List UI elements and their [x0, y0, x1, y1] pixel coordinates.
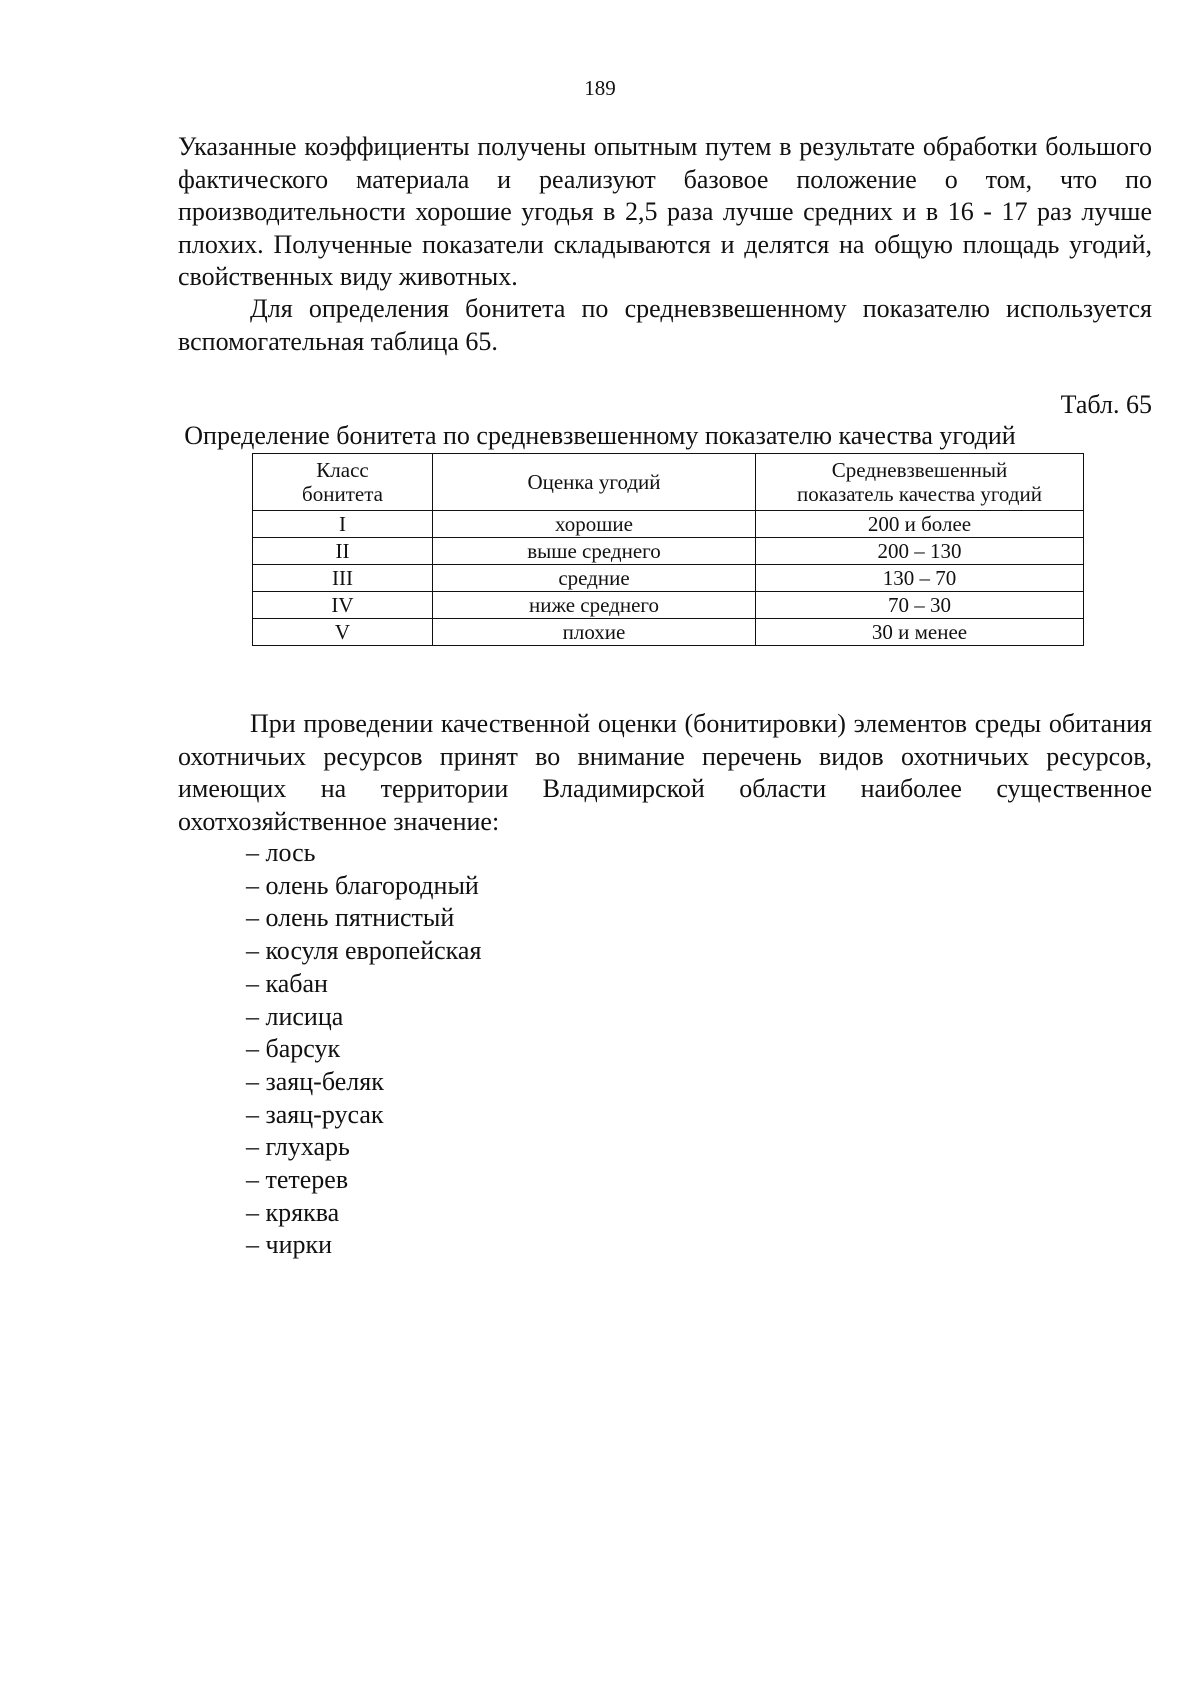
list-item: – кряква	[246, 1197, 340, 1227]
header-class	[253, 454, 433, 511]
species-list	[246, 837, 481, 1262]
list-item: – глухарь	[246, 1132, 350, 1162]
cell-rating: средние	[433, 565, 756, 592]
paragraph-species-intro: При проведении качественной оценки (бонитировки) элементов среды обитания охотничьих ресурсов принят во внимание перечень видов охотничьих ресурсов, имеющих на территории Владимирской области наиболее существенное охотхозяйственное значение:	[178, 709, 1152, 836]
table-row	[253, 511, 1084, 538]
cell-class: III	[253, 565, 433, 592]
cell-class: IV	[253, 592, 433, 619]
list-item: – олень пятнистый	[246, 903, 455, 933]
list-item: – лисица	[246, 1001, 344, 1031]
cell-index: 200 – 130	[756, 538, 1084, 565]
table-title: Определение бонитета по средневзвешенному показателю качества угодий	[184, 421, 1016, 450]
table-row	[253, 619, 1084, 646]
list-item: – лось	[246, 838, 316, 867]
cell-rating: плохие	[433, 619, 756, 646]
page-number: 189	[584, 76, 616, 100]
cell-class: V	[253, 619, 433, 646]
list-item: – заяц-беляк	[246, 1066, 384, 1096]
cell-index: 70 – 30	[756, 592, 1084, 619]
table-number-label: Табл. 65	[1060, 390, 1152, 419]
cell-rating: выше среднего	[433, 538, 756, 565]
header-index-line1: Средневзвешенный	[831, 458, 1008, 482]
cell-class: I	[253, 511, 433, 538]
header-class-line2: бонитета	[302, 482, 383, 506]
header-index-line2: показатель качества угодий	[797, 482, 1042, 506]
cell-rating: ниже среднего	[433, 592, 756, 619]
cell-class: II	[253, 538, 433, 565]
list-item: – олень благородный	[246, 870, 479, 900]
paragraph-coefficients: Указанные коэффициенты получены опытным путем в результате обработки большого фактического материала и реализуют базовое положение о том, что по производительности хорошие угодья в 2,5 раза лучше средних и в 16 - 17 раз лучше плохих. Полученные показатели складываются и делятся на общую площадь угодий, свойственных виду животных.	[178, 132, 1152, 291]
list-item: – тетерев	[246, 1165, 349, 1195]
header-rating: Оценка угодий	[433, 454, 756, 511]
table-row	[253, 592, 1084, 619]
header-class-line1: Класс	[316, 458, 369, 482]
list-item: – заяц-русак	[246, 1099, 384, 1129]
bonitet-table	[252, 453, 1084, 646]
cell-index: 30 и менее	[756, 619, 1084, 646]
table-header-row	[253, 454, 1084, 511]
list-item: – кабан	[246, 968, 328, 998]
list-item: – барсук	[246, 1034, 341, 1064]
list-item: – чирки	[246, 1230, 333, 1260]
table-row	[253, 565, 1084, 592]
cell-index: 130 – 70	[756, 565, 1084, 592]
cell-index: 200 и более	[756, 511, 1084, 538]
header-index	[756, 454, 1084, 511]
list-item: – косуля европейская	[246, 936, 482, 966]
paragraph-table-reference: Для определения бонитета по средневзвешенному показателю используется вспомогательная таблица 65.	[178, 294, 1152, 356]
table-row	[253, 538, 1084, 565]
cell-rating: хорошие	[433, 511, 756, 538]
